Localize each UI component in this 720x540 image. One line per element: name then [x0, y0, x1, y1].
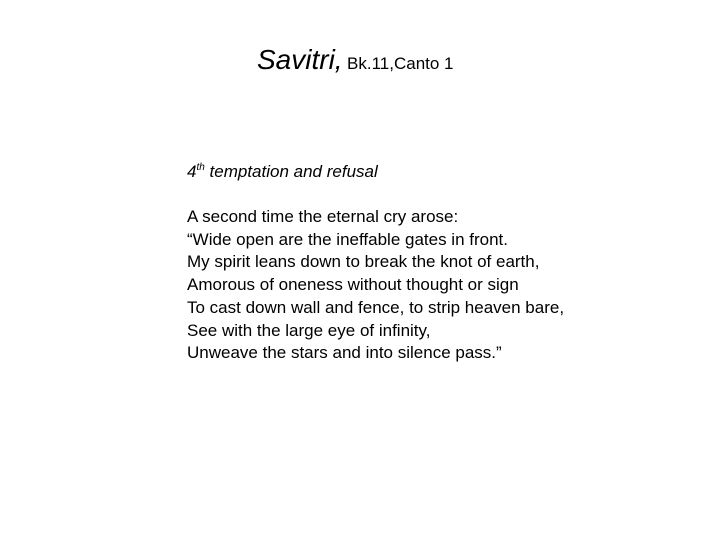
verse-block — [187, 206, 564, 365]
verse-line: A second time the eternal cry arose: — [187, 207, 459, 226]
verse-line: See with the large eye of infinity, — [187, 320, 431, 340]
verse-line: Amorous of oneness without thought or sign — [187, 275, 519, 295]
verse-line: Unweave the stars and into silence pass.” — [187, 343, 502, 363]
title-reference: Bk.11,Canto 1 — [347, 54, 454, 73]
subtitle-ordinal: 4 — [187, 162, 197, 181]
subtitle-ordinal-suffix: th — [196, 162, 205, 173]
slide-subtitle — [187, 161, 378, 183]
verse-line: My spirit leans down to break the knot of earth, — [187, 252, 540, 272]
verse-line: To cast down wall and fence, to strip heaven bare, — [187, 297, 565, 317]
title-main: Savitri, — [257, 44, 343, 75]
slide-title — [257, 40, 454, 84]
subtitle-text: temptation and refusal — [204, 162, 378, 181]
verse-line: “Wide open are the ineffable gates in front. — [187, 229, 508, 249]
